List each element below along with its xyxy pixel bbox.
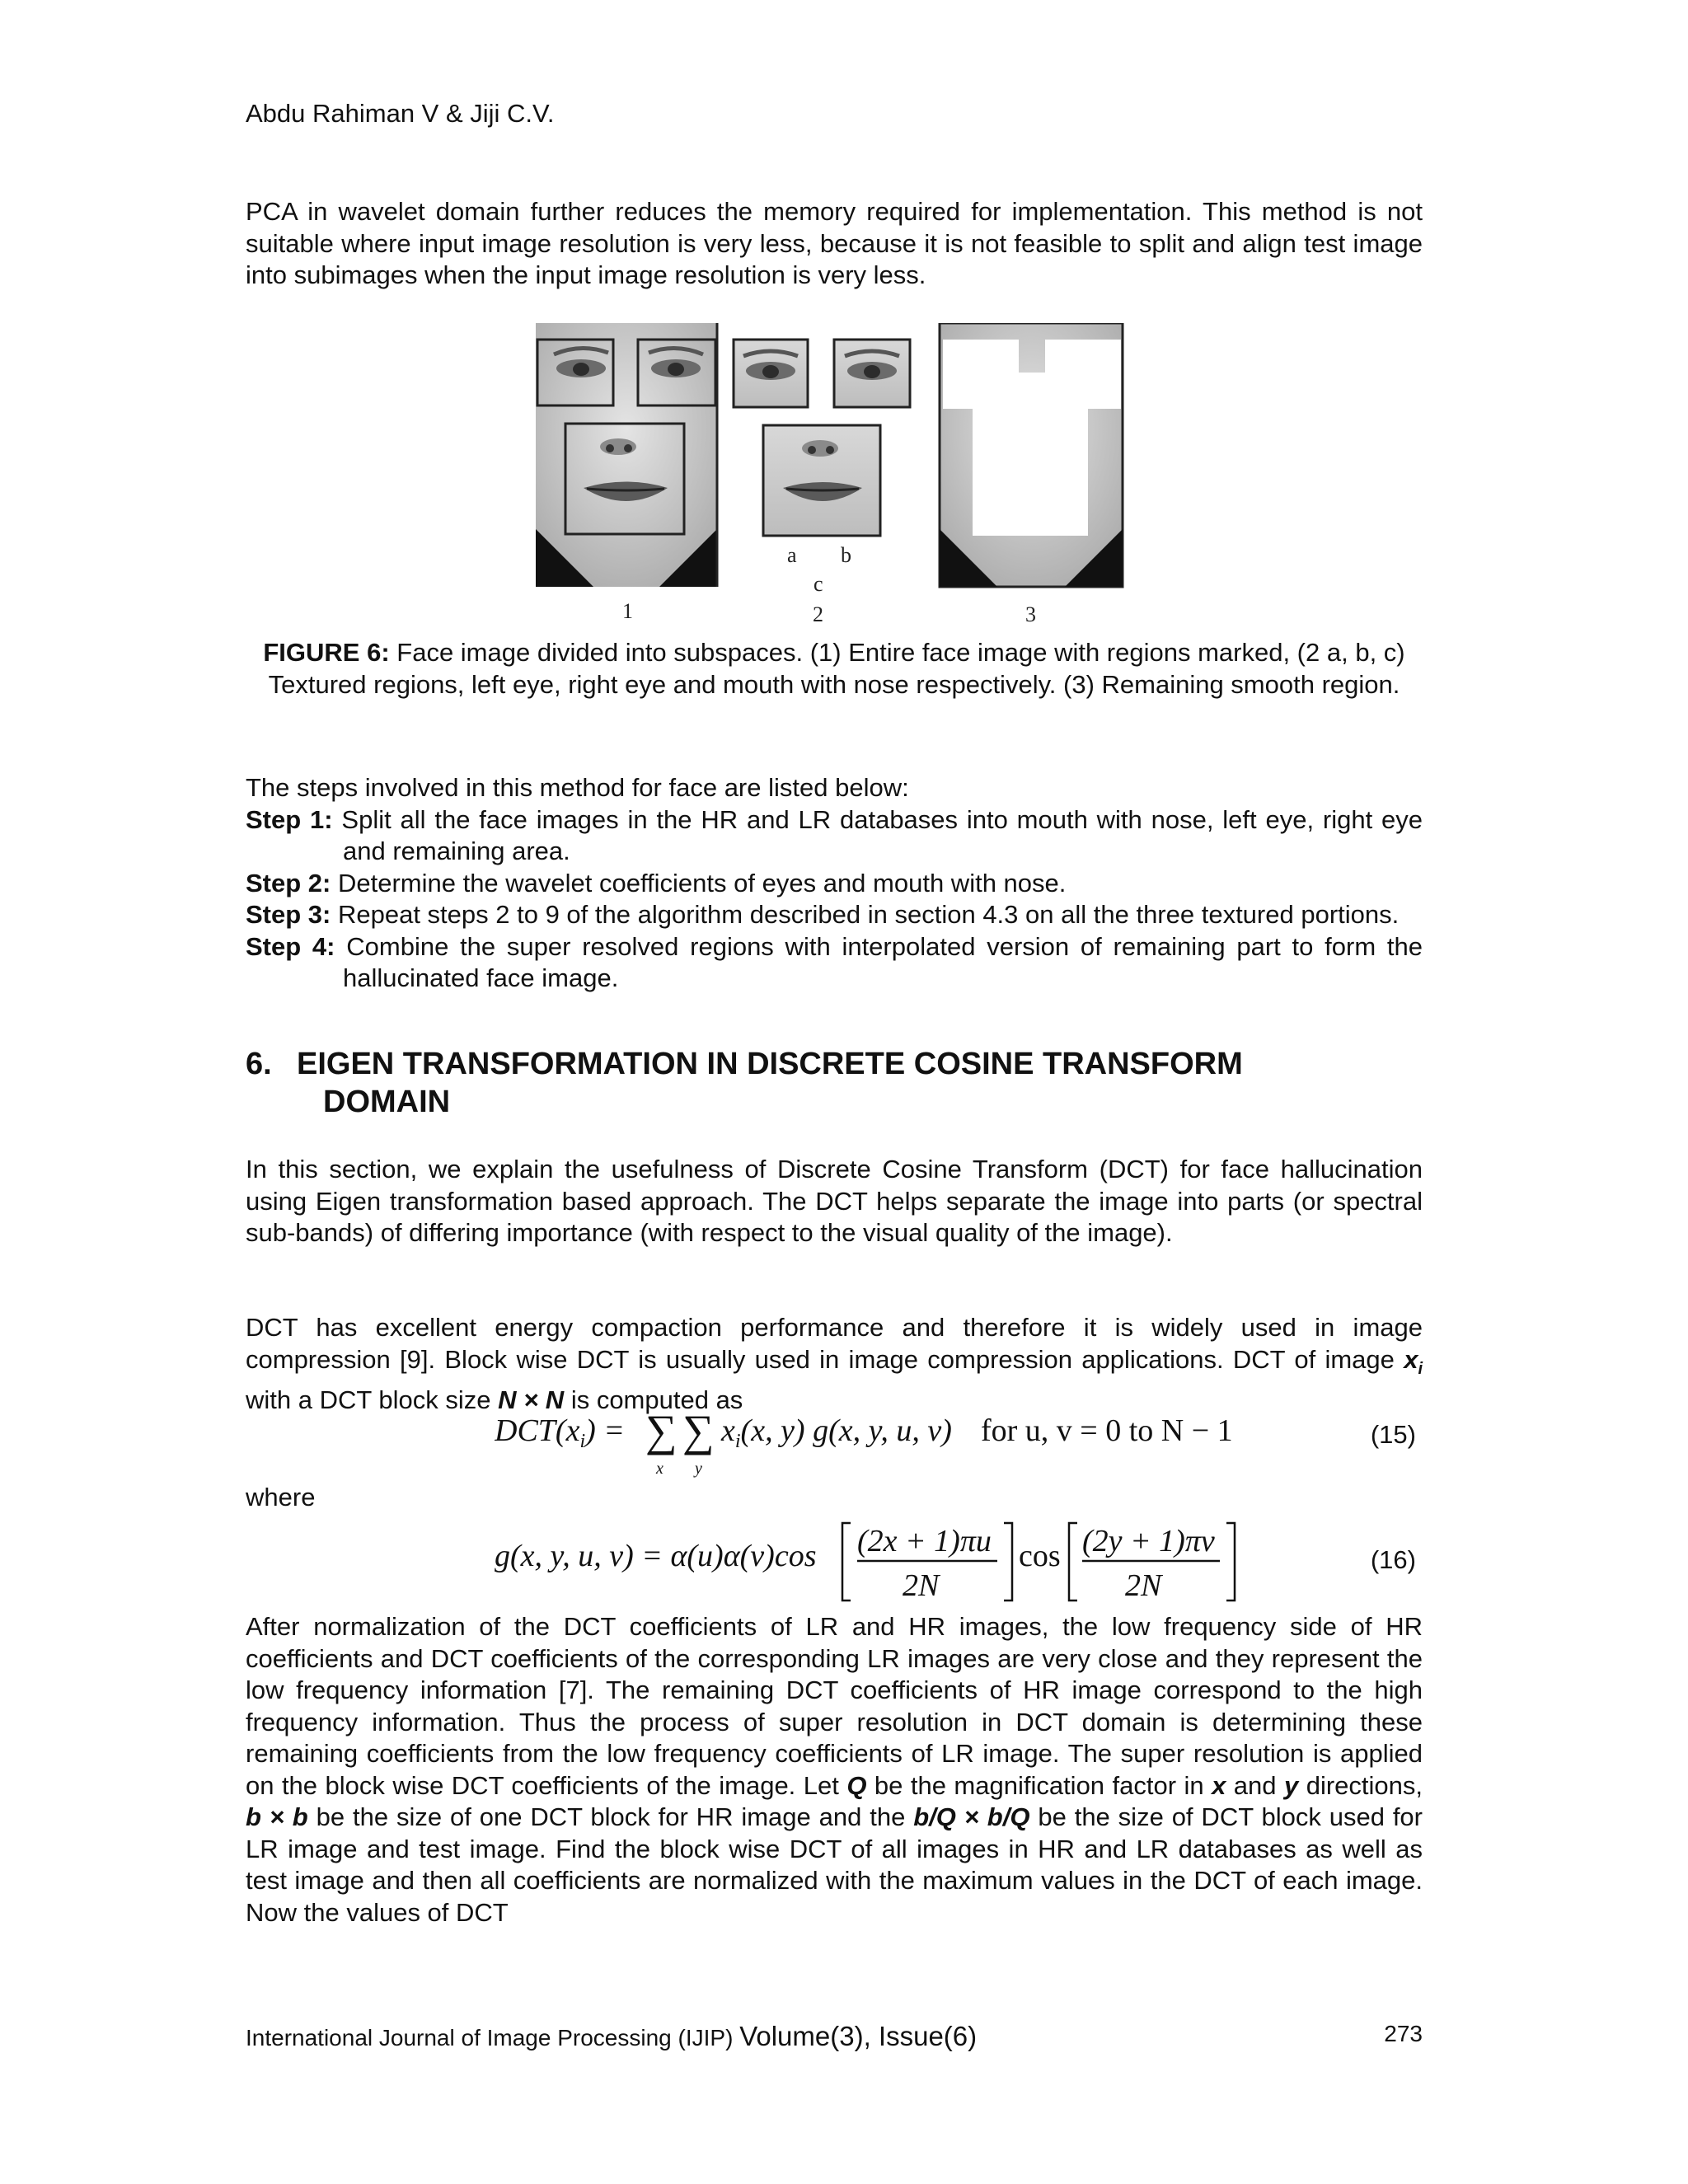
equation-number-16: (16): [1370, 1545, 1416, 1574]
section-paragraph-3: [246, 1611, 1423, 1929]
steps-list: [246, 772, 1423, 995]
para3-var: Q: [846, 1770, 867, 1800]
para3-text: be the size of DCT block used for LR image and test image. Find the block wise DCT of all images in HR and LR databases as well as test image and then all coefficients are normalized with the maximum values in the DCT of each image. Now the values of DCT: [246, 1802, 1423, 1927]
step-label: Step 2:: [246, 868, 331, 898]
section-number: 6.: [246, 1047, 272, 1081]
para2-size: N × N: [498, 1385, 565, 1415]
panel-3-smooth-region: [940, 323, 1123, 587]
panel-1-full-face: [536, 323, 717, 587]
panel-2-textured-regions: [734, 340, 910, 536]
para3-text: directions,: [1298, 1770, 1423, 1800]
running-head: Abdu Rahiman V & Jiji C.V.: [246, 99, 555, 128]
section-paragraph-1: In this section, we explain the usefulness of Discrete Cosine Transform (DCT) for face hallucination using Eigen transformation based approach. The DCT helps separate the image into parts (or spectral sub-bands) of differing importance (with respect to the visual quality of the image).: [246, 1155, 1423, 1247]
para2-text: DCT has excellent energy compaction performance and therefore it is widely used in image compression [9]. Block wise DCT is usually used in image compression applications. DCT of image: [246, 1313, 1423, 1374]
eq16-numerator-1: (2x + 1)πu: [857, 1524, 992, 1558]
eq16-cos: cos: [1019, 1539, 1061, 1573]
footer-journal: International Journal of Image Processing (IJIP): [246, 2025, 740, 2050]
caption-text: Face image divided into subspaces. (1) Entire face image with regions marked, (2 a, b, c) Textured regions, left eye, right eye and mouth with nose respectively. (3) Remaining smooth region.: [268, 638, 1405, 699]
panel-label-c: c: [814, 572, 823, 596]
panel-label-b: b: [841, 543, 851, 567]
para2-text: is computed as: [564, 1385, 743, 1415]
page-footer: [246, 2021, 1423, 2052]
para3-text: be the magnification factor in: [866, 1770, 1212, 1800]
caption-label: FIGURE 6:: [263, 638, 390, 667]
para3-var: b × b: [246, 1802, 308, 1831]
eq15-condition: for u, v = 0 to N − 1: [981, 1413, 1233, 1448]
eq15-sum-y: y: [695, 1460, 702, 1478]
step-text: Determine the wavelet coefficients of eyes and mouth with nose.: [331, 868, 1067, 898]
para2-text: with a DCT block size: [246, 1385, 499, 1415]
equation-number-15: (15): [1370, 1420, 1416, 1449]
step-1: [246, 804, 1423, 868]
section-title-line2: DOMAIN: [323, 1085, 451, 1119]
eq15-lhs: DCT(x: [495, 1413, 580, 1448]
equation-15-body: [495, 1404, 1236, 1479]
panel-label-3: 3: [1025, 602, 1036, 626]
eq16-denominator-2: 2N: [1125, 1568, 1162, 1603]
eq15-lhs-end: ) =: [585, 1413, 625, 1448]
para3-text: After normalization of the DCT coefficients of LR and HR images, the low frequency side of HR coefficients and DCT coefficients of the corresponding LR images are very close and they represent the low frequency information [7]. The remaining DCT coefficients of HR image correspond to the high frequency information. Thus the process of super resolution in DCT domain is determining these remaining coefficients from the low frequency coefficients of LR image. The super resolution is applied on the block wise DCT coefficients of the image. Let: [246, 1612, 1423, 1800]
para3-var: y: [1284, 1770, 1299, 1800]
para3-text: be the size of one DCT block for HR image and the: [307, 1802, 914, 1831]
summation-icon: ∑: [682, 1406, 715, 1455]
step-label: Step 1:: [246, 804, 333, 834]
page-number: 273: [1384, 2021, 1423, 2046]
eq16-denominator-1: 2N: [903, 1568, 940, 1603]
para2-sub: i: [1418, 1359, 1423, 1378]
eq15-sum-x: x: [656, 1460, 663, 1478]
step-label: Step 3:: [246, 900, 331, 929]
equation-16-body: [495, 1516, 1253, 1607]
panel-label-2: 2: [813, 602, 823, 626]
para3-var: x: [1212, 1770, 1226, 1800]
section-title-line1: EIGEN TRANSFORMATION IN DISCRETE COSINE TRANSFORM: [297, 1047, 1243, 1081]
eq15-body-sub: i: [734, 1431, 741, 1452]
eq15-body: x: [721, 1413, 735, 1448]
figure-6-face-subspaces: [536, 323, 1137, 636]
section-paragraph-2: [246, 1312, 1423, 1417]
step-text: Repeat steps 2 to 9 of the algorithm described in section 4.3 on all the three textured portions.: [331, 900, 1400, 929]
step-text: Split all the face images in the HR and LR databases into mouth with nose, left eye, right eye and remaining area.: [332, 804, 1423, 865]
steps-intro: The steps involved in this method for face are listed below:: [246, 773, 909, 802]
eq16-numerator-2: (2y + 1)πv: [1082, 1524, 1215, 1558]
intro-paragraph: PCA in wavelet domain further reduces the memory required for implementation. This method is not suitable where input image resolution is very less, because it is not feasible to split and align test image into subimages when the input image resolution is very less.: [246, 197, 1423, 289]
panel-label-1: 1: [622, 599, 633, 623]
para3-text: and: [1226, 1770, 1284, 1800]
footer-volume: Volume(3), Issue(6): [739, 2021, 978, 2051]
step-label: Step 4:: [246, 931, 335, 961]
step-2: [246, 868, 1423, 900]
figure-caption: [246, 637, 1423, 701]
svg-text:DCT(xi) =: [495, 1413, 625, 1452]
eq16-lhs: g(x, y, u, v) = α(u)α(v)cos: [495, 1539, 817, 1573]
summation-icon: ∑: [645, 1406, 678, 1455]
step-text: Combine the super resolved regions with interpolated version of remaining part to form the hallucinated face image.: [335, 931, 1423, 992]
para3-var: b/Q × b/Q: [913, 1802, 1030, 1831]
para2-var: x: [1404, 1344, 1418, 1374]
eq15-lhs-sub: i: [579, 1431, 586, 1452]
panel-label-a: a: [787, 543, 797, 567]
svg-text:xi(x, y) g(x, y, u, v): [720, 1413, 952, 1452]
eq15-body-end: (x, y) g(x, y, u, v): [740, 1413, 952, 1448]
step-4: [246, 931, 1423, 995]
section-heading: [246, 1045, 1400, 1121]
where-label: where: [246, 1483, 316, 1511]
step-3: [246, 899, 1423, 931]
